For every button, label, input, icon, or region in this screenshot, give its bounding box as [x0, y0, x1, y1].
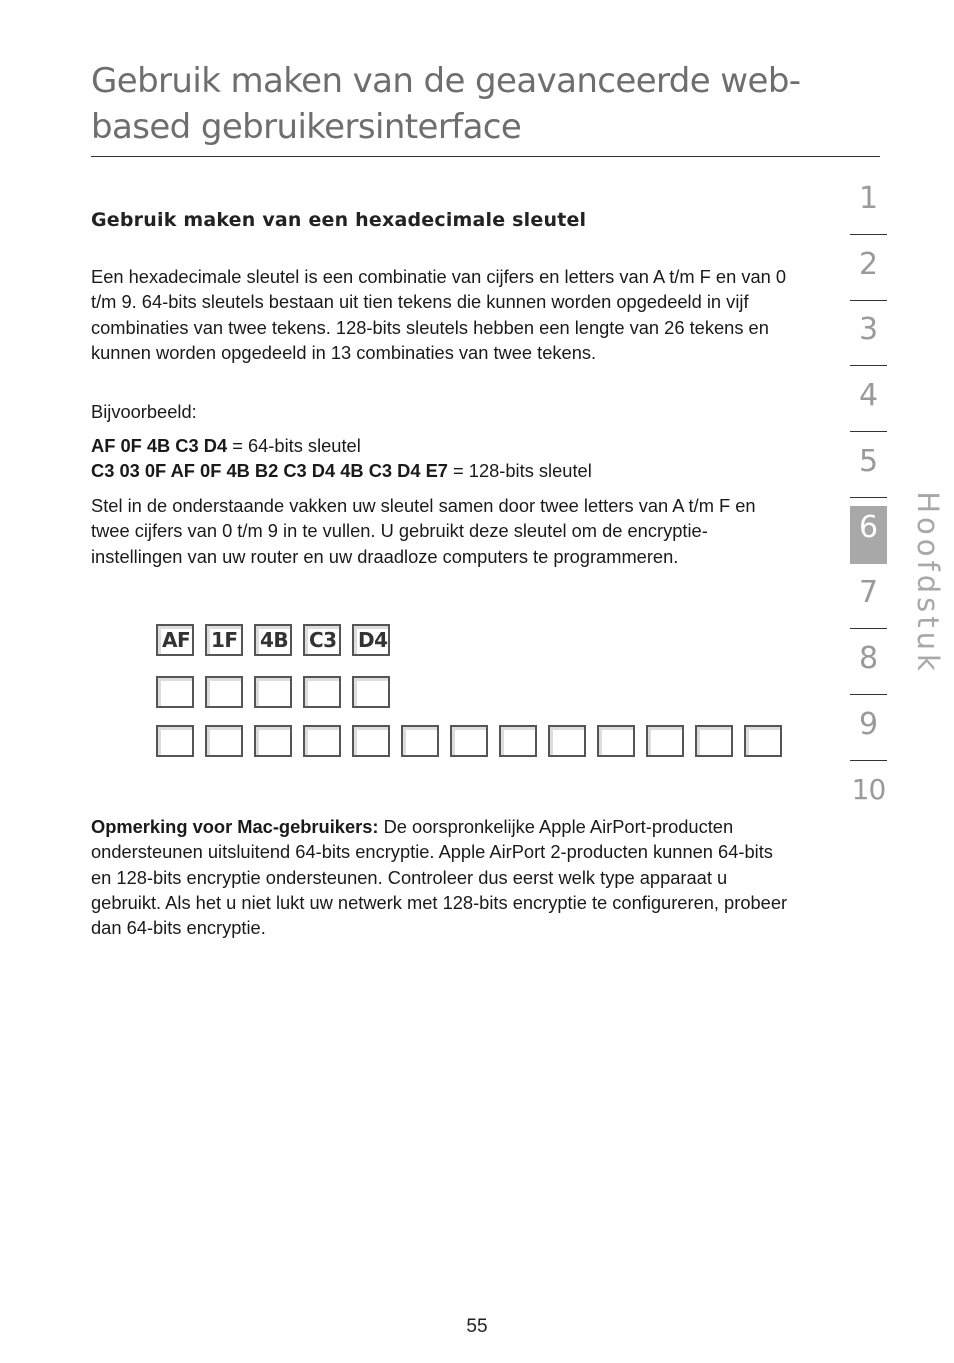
- mac-note-label: Opmerking voor Mac-gebruikers:: [91, 816, 379, 837]
- chapter-item-2: 2: [850, 243, 887, 301]
- example-box-value: 1F: [211, 628, 238, 652]
- example-box-value: C3: [309, 628, 337, 652]
- intro-paragraph: Een hexadecimale sleutel is een combinatie van cijfers en letters van A t/m F en van 0 t/m 9. 64-bits sleutels bestaan uit tien tekens die kunnen worden opgedeeld in vijf combinaties van twee tekens. 128-bits sleutels hebben een lengte van 26 tekens en kunnen worden opgedeeld in 13 combinaties van twee tekens.: [91, 266, 787, 363]
- example-label: Bijvoorbeeld:: [91, 401, 197, 422]
- mac-note-text: De oorspronkelijke Apple AirPort-producten ondersteunen uitsluitend 64-bits encryptie. Apple AirPort 2-producten kunnen 64-bits en 128-bits encryptie ondersteunen. Controleer dus eerst welk type apparaat u gebruikt. Als het u niet lukt uw netwerk met 128-bits encryptie te configureren, probeer dan 64-bits encryptie.: [91, 816, 788, 939]
- example-key-box: [205, 624, 243, 656]
- key-128-box: [646, 725, 684, 757]
- example-box-value: AF: [162, 628, 191, 652]
- example-box-value: D4: [358, 628, 388, 652]
- section-heading: Gebruik maken van een hexadecimale sleutel: [91, 209, 587, 231]
- key-128-box: [254, 725, 292, 757]
- key-128-box: [597, 725, 635, 757]
- example-128-desc: = 128-bits sleutel: [447, 460, 592, 482]
- example-64-key: AF 0F 4B C3 D4: [91, 435, 228, 456]
- chapter-item-3: 3: [850, 308, 887, 366]
- key-128-box: [303, 725, 341, 757]
- key-128-box: [352, 725, 390, 757]
- key-128-box: [548, 725, 586, 757]
- chapter-item-7: 7: [850, 571, 887, 629]
- key-128-box: [156, 725, 194, 757]
- chapter-item-8: 8: [850, 637, 887, 695]
- key-128-box: [401, 725, 439, 757]
- chapter-item-5: 5: [850, 440, 887, 498]
- chapter-item-6: 6: [850, 506, 887, 564]
- example-box-value: 4B: [260, 628, 289, 652]
- key-64-box: [352, 676, 390, 708]
- key-entry-grid: [86, 622, 806, 762]
- chapter-item-10: 10: [851, 773, 886, 807]
- chapter-item-4: 4: [850, 374, 887, 432]
- example-64-desc: = 64-bits sleutel: [227, 435, 361, 456]
- example-key-box: [352, 624, 390, 656]
- chapter-side-label: Hoofdstuk: [911, 491, 945, 675]
- key-128-box: [450, 725, 488, 757]
- title-divider: [91, 156, 880, 157]
- mac-note: [91, 814, 791, 940]
- example-key-box: [254, 624, 292, 656]
- key-64-box: [303, 676, 341, 708]
- chapter-item-9: 9: [850, 703, 887, 761]
- key-64-box: [205, 676, 243, 708]
- key-128-box: [499, 725, 537, 757]
- key-64-box: [156, 676, 194, 708]
- key-64-box: [254, 676, 292, 708]
- instructions-paragraph: Stel in de onderstaande vakken uw sleutel samen door twee letters van A t/m F en twee cijfers van 0 t/m 9 in te vullen. U gebruikt deze sleutel om de encryptie-instellingen van uw router en uw draadloze computers te programmeren.: [91, 495, 756, 567]
- example-key-box: [156, 624, 194, 656]
- page-number: 55: [466, 1316, 488, 1337]
- key-128-box: [205, 725, 243, 757]
- example-128-key: C3 03 0F AF 0F 4B B2 C3 D4 4B C3 D4 E7: [91, 460, 448, 482]
- key-128-box: [695, 725, 733, 757]
- chapter-item-1: 1: [850, 177, 887, 235]
- example-keys: [91, 433, 791, 484]
- example-key-box: [303, 624, 341, 656]
- key-128-box: [744, 725, 782, 757]
- page-title: Gebruik maken van de geavanceerde web-based gebruikersinterface: [91, 61, 801, 147]
